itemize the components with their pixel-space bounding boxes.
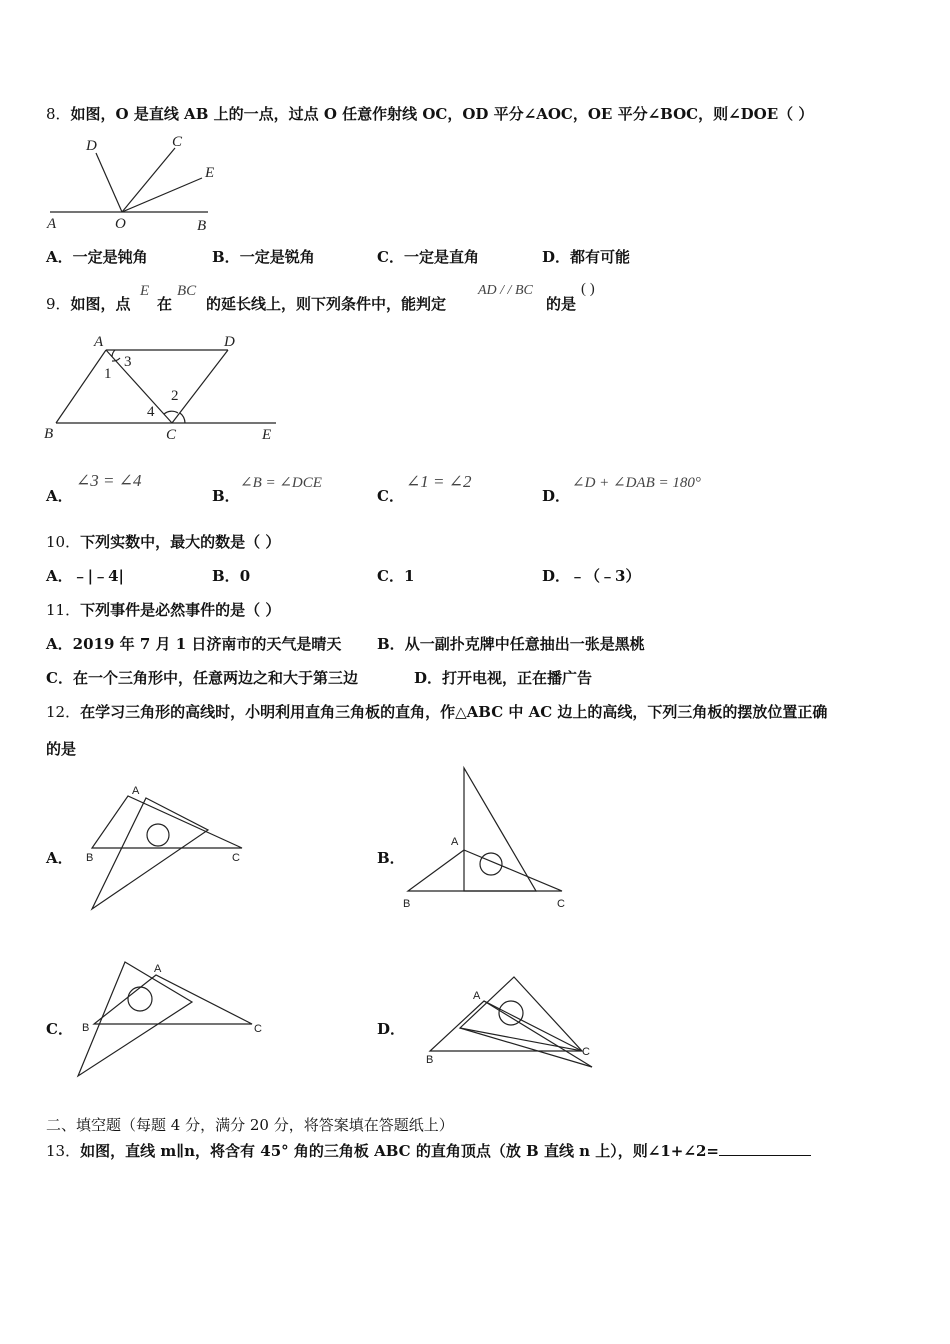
q8-label-o: O [115, 216, 126, 232]
q12c-setsquare-hole [128, 987, 152, 1011]
q12c-triangle-abc [94, 975, 252, 1024]
q9-math-bc: BC [177, 283, 197, 299]
q8-ray-oe [122, 178, 202, 212]
q11-option-a[interactable]: A．2019 年 7 月 1 日济南市的天气是晴天 [46, 635, 342, 653]
q12-stem: 12．在学习三角形的高线时，小明利用直角三角板的直角，作△ABC 中 AC 边上的高线，下列三角板的摆放位置正确 [46, 703, 828, 721]
q9-paren: ( ) [581, 281, 595, 297]
q9-stem: 9．如图，点 [46, 295, 131, 313]
q12d-altitude [484, 1001, 592, 1067]
q9-label-b: B [44, 426, 54, 442]
q9-label-a: A [94, 334, 104, 350]
q12c-label-b: B [82, 1022, 90, 1034]
q12b-label-b: B [403, 898, 411, 910]
q12d-label-c: C [582, 1046, 590, 1058]
q12d-label-b: B [426, 1054, 434, 1066]
q8-label-d: D [86, 138, 97, 154]
q12d-setsquare [460, 977, 582, 1051]
q9-label-4: 4 [147, 404, 155, 420]
q12b-label-c: C [557, 898, 565, 910]
q12a-setsquare [92, 798, 208, 909]
q12a-label-b: B [86, 852, 94, 864]
q9-math-e: E [140, 283, 150, 299]
q12-figure-a [80, 780, 255, 915]
q12b-triangle-abc [408, 850, 562, 891]
q12b-label-a: A [451, 836, 459, 848]
q11-option-c[interactable]: C．在一个三角形中，任意两边之和大于第三边 [46, 669, 358, 687]
q9-option-d[interactable]: D． [542, 487, 571, 505]
q8-label-c: C [172, 134, 183, 150]
q9-label-c: C [166, 427, 177, 443]
q12-figure-d [420, 965, 605, 1075]
q9-text-ext: 的延长线上，则下列条件中，能判定 [206, 295, 447, 313]
q8-stem [46, 103, 813, 124]
q8-ray-od [96, 153, 122, 212]
q8-number: 8． [46, 105, 71, 123]
q12a-triangle-abc [92, 796, 242, 848]
q8-label-a: A [47, 216, 57, 232]
q9-arc-4 [164, 411, 178, 414]
q8-figure [40, 128, 230, 236]
q9-option-d-math: ∠D + ∠DAB = 180° [572, 475, 701, 491]
q9-option-c[interactable]: C． [377, 487, 404, 505]
q9-line-dc [172, 350, 228, 423]
q9-text-zai: 在 [157, 295, 173, 313]
q13-answer-blank[interactable] [719, 1141, 811, 1156]
q8-option-b[interactable]: B．一定是锐角 [212, 248, 315, 266]
q9-text-de: 的是 [546, 295, 577, 313]
q12-option-b[interactable]: B． [377, 849, 405, 867]
q11-stem: 11．下列事件是必然事件的是（ ） [46, 601, 281, 619]
q8-option-c[interactable]: C．一定是直角 [377, 248, 479, 266]
q8-option-d[interactable]: D．都有可能 [542, 248, 631, 266]
q10-option-d[interactable]: D．﹣（﹣3） [542, 567, 641, 585]
q9-figure [40, 330, 290, 445]
q12b-setsquare [464, 768, 536, 891]
q12d-label-a: A [473, 990, 481, 1002]
q13-stem: 13．如图，直线 m∥n，将含有 45° 角的三角板 ABC 的直角顶点（放 B 直线 n 上），则∠1+∠2= [46, 1140, 811, 1161]
q12a-label-a: A [132, 785, 140, 797]
q9-option-b[interactable]: B． [212, 487, 240, 505]
q9-label-e: E [262, 427, 272, 443]
q11-option-b[interactable]: B．从一副扑克牌中任意抽出一张是黑桃 [377, 635, 645, 653]
q8-label-e: E [205, 165, 215, 181]
q10-option-c[interactable]: C．1 [377, 567, 415, 585]
section2-title: 二、填空题（每题 4 分，满分 20 分，将答案填在答题纸上） [46, 1116, 454, 1134]
q12-option-c[interactable]: C． [46, 1020, 73, 1038]
q9-label-2: 2 [171, 388, 179, 404]
q12-figure-b [400, 762, 575, 912]
q12-option-d[interactable]: D． [377, 1020, 406, 1038]
q9-arc-2 [180, 413, 185, 423]
q12d-setsquare-edge [460, 1028, 592, 1067]
q10-option-b[interactable]: B．0 [212, 567, 251, 585]
q9-math-parallel: AD / / BC [478, 283, 533, 298]
q11-option-d[interactable]: D．打开电视，正在播广告 [414, 669, 593, 687]
q12c-setsquare [78, 962, 192, 1076]
q9-option-b-math: ∠B = ∠DCE [240, 475, 322, 491]
q10-option-a[interactable]: A．﹣|﹣4| [46, 567, 124, 585]
q8-ray-oc [122, 148, 175, 212]
q12a-setsquare-hole [147, 824, 169, 846]
q12c-label-c: C [254, 1023, 262, 1035]
q8-text: 如图，O 是直线 AB 上的一点，过点 O 任意作射线 OC，OD 平分∠AOC，OE 平分∠BOC，则∠DOE（ ） [70, 105, 814, 123]
q9-label-d: D [224, 334, 235, 350]
q9-label-1: 1 [104, 366, 112, 382]
q9-option-c-math: ∠1 = ∠2 [406, 472, 472, 491]
q12-stem-cont: 的是 [46, 740, 77, 758]
q12c-label-a: A [154, 963, 162, 975]
q9-line-ab [56, 350, 106, 423]
q10-stem: 10．下列实数中，最大的数是（ ） [46, 533, 281, 551]
q9-label-3: 3 [124, 354, 132, 370]
q12-option-a[interactable]: A． [46, 849, 73, 867]
q9-option-a[interactable]: A． [46, 487, 73, 505]
q9-option-a-math: ∠3 = ∠4 [76, 471, 142, 490]
q12a-label-c: C [232, 852, 240, 864]
q12-figure-c [70, 955, 270, 1085]
q9-arc-3 [112, 350, 115, 357]
q8-option-a[interactable]: A．一定是钝角 [46, 248, 148, 266]
q8-label-b: B [197, 218, 207, 234]
